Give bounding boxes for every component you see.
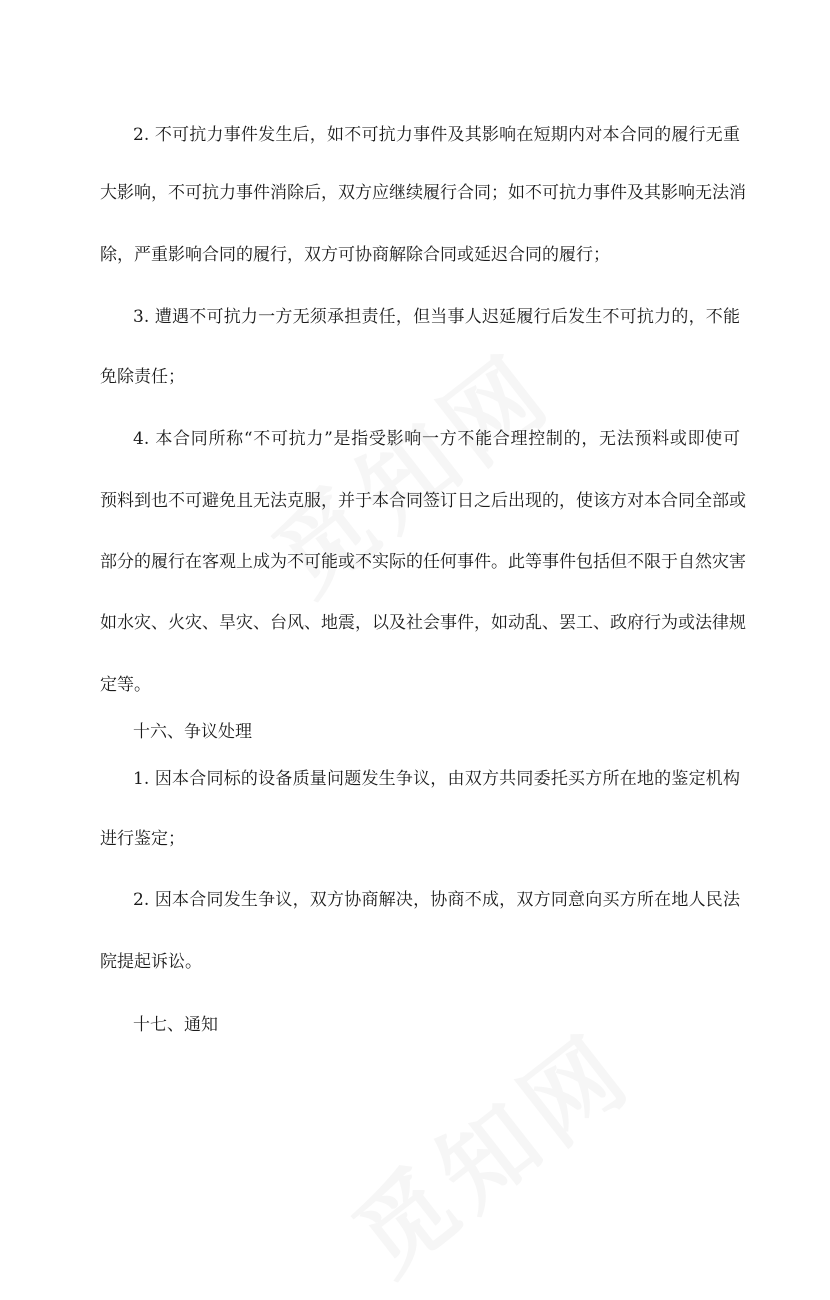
section-heading: 十六、争议处理 [133, 722, 252, 742]
section-heading: 十七、通知 [133, 1015, 218, 1035]
paragraph-line: 1. 因本合同标的设备质量问题发生争议，由双方共同委托买方所在地的鉴定机构 [133, 769, 740, 789]
paragraph-line: 2. 因本合同发生争议，双方协商解决，协商不成，双方同意向买方所在地人民法 [133, 890, 740, 910]
paragraph-line: 定等。 [100, 675, 151, 695]
paragraph-line: 进行鉴定； [100, 829, 185, 849]
paragraph-line: 免除责任； [100, 367, 185, 387]
paragraph-line: 4. 本合同所称“不可抗力”是指受影响一方不能合理控制的，无法预料或即使可 [133, 429, 740, 449]
watermark [242, 317, 577, 621]
paragraph-line: 院提起诉讼。 [100, 952, 202, 972]
paragraph-line: 除，严重影响合同的履行，双方可协商解除合同或延迟合同的履行； [100, 245, 610, 265]
paragraph-line: 3. 遭遇不可抗力一方无须承担责任，但当事人迟延履行后发生不可抗力的，不能 [133, 307, 740, 327]
paragraph-line: 大影响，不可抗力事件消除后，双方应继续履行合同；如不可抗力事件及其影响无法消 [100, 183, 746, 203]
paragraph-line: 如水灾、火灾、旱灾、台风、地震，以及社会事件，如动乱、罢工、政府行为或法律规 [100, 613, 746, 633]
watermark [322, 997, 657, 1300]
paragraph-line: 部分的履行在客观上成为不可能或不实际的任何事件。此等事件包括但不限于自然灾害 [100, 552, 746, 572]
paragraph-line: 2. 不可抗力事件发生后，如不可抗力事件及其影响在短期内对本合同的履行无重 [133, 125, 740, 145]
paragraph-line: 预料到也不可避免且无法克服，并于本合同签订日之后出现的，使该方对本合同全部或 [100, 491, 746, 511]
